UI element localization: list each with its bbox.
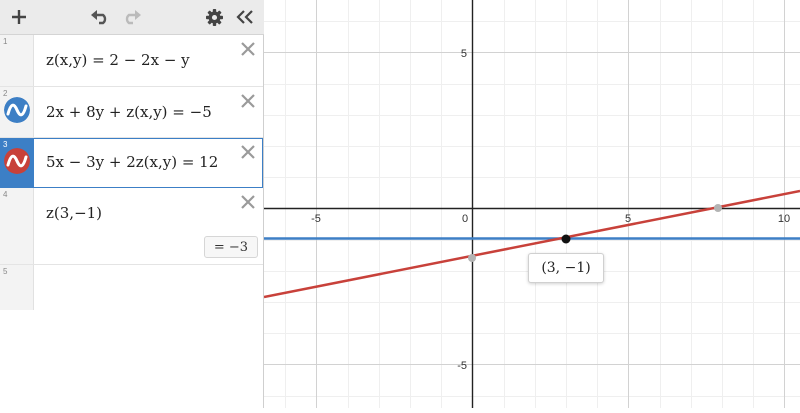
expression-gutter <box>0 138 34 187</box>
expression-toolbar <box>0 0 264 35</box>
expression-row-1[interactable] <box>0 35 263 87</box>
double-chevron-left-icon <box>236 9 254 25</box>
expression-text[interactable]: 5x − 3y + 2z(x,y) = 12 <box>46 153 219 171</box>
expression-number: 4 <box>3 190 8 199</box>
delete-expression-icon[interactable] <box>240 93 256 109</box>
expression-number: 5 <box>3 267 8 276</box>
expression-number: 1 <box>3 37 8 46</box>
y-intercept-point[interactable] <box>468 254 476 262</box>
expression-list-panel <box>0 0 264 408</box>
y-tick-label: -5 <box>457 360 467 372</box>
delete-expression-icon[interactable] <box>240 144 256 160</box>
gear-icon <box>206 9 223 26</box>
expression-number: 3 <box>3 140 8 149</box>
expression-row-5[interactable] <box>0 265 263 310</box>
x-intercept-point[interactable] <box>714 204 722 212</box>
collapse-list-button[interactable] <box>231 0 259 34</box>
expression-text[interactable]: z(3,−1) <box>46 204 103 222</box>
graph-svg[interactable] <box>264 0 800 408</box>
graph-style-toggle-icon[interactable] <box>4 97 30 123</box>
y-tick-label: 5 <box>460 48 467 60</box>
expression-list <box>0 35 263 310</box>
x-tick-label: 0 <box>461 213 469 225</box>
delete-expression-icon[interactable] <box>240 194 256 210</box>
add-item-button[interactable] <box>4 0 34 34</box>
delete-expression-icon[interactable] <box>240 41 256 57</box>
x-tick-label: 10 <box>777 213 791 225</box>
graph-canvas[interactable] <box>264 0 800 408</box>
redo-icon <box>122 9 142 25</box>
expression-row-4[interactable] <box>0 188 263 265</box>
expression-row-3[interactable] <box>0 138 263 188</box>
expression-text[interactable]: 2x + 8y + z(x,y) = −5 <box>46 103 212 121</box>
expression-text[interactable]: z(x,y) = 2 − 2x − y <box>46 51 190 69</box>
undo-icon <box>90 9 110 25</box>
evaluation-result: = −3 <box>204 236 258 258</box>
settings-button[interactable] <box>201 0 227 34</box>
x-tick-label: 5 <box>624 213 632 225</box>
expression-number: 2 <box>3 89 8 98</box>
redo-button[interactable] <box>118 0 146 34</box>
undo-button[interactable] <box>86 0 114 34</box>
intersection-point[interactable] <box>562 235 571 244</box>
x-tick-label: -5 <box>311 213 321 225</box>
expression-gutter <box>0 35 34 86</box>
expression-gutter <box>0 188 34 264</box>
expression-gutter <box>0 265 34 310</box>
intersection-point-label: (3, −1) <box>528 253 604 283</box>
expression-row-2[interactable] <box>0 87 263 138</box>
expression-gutter <box>0 87 34 137</box>
graph-style-toggle-icon[interactable] <box>4 148 30 174</box>
add-icon <box>11 9 27 25</box>
